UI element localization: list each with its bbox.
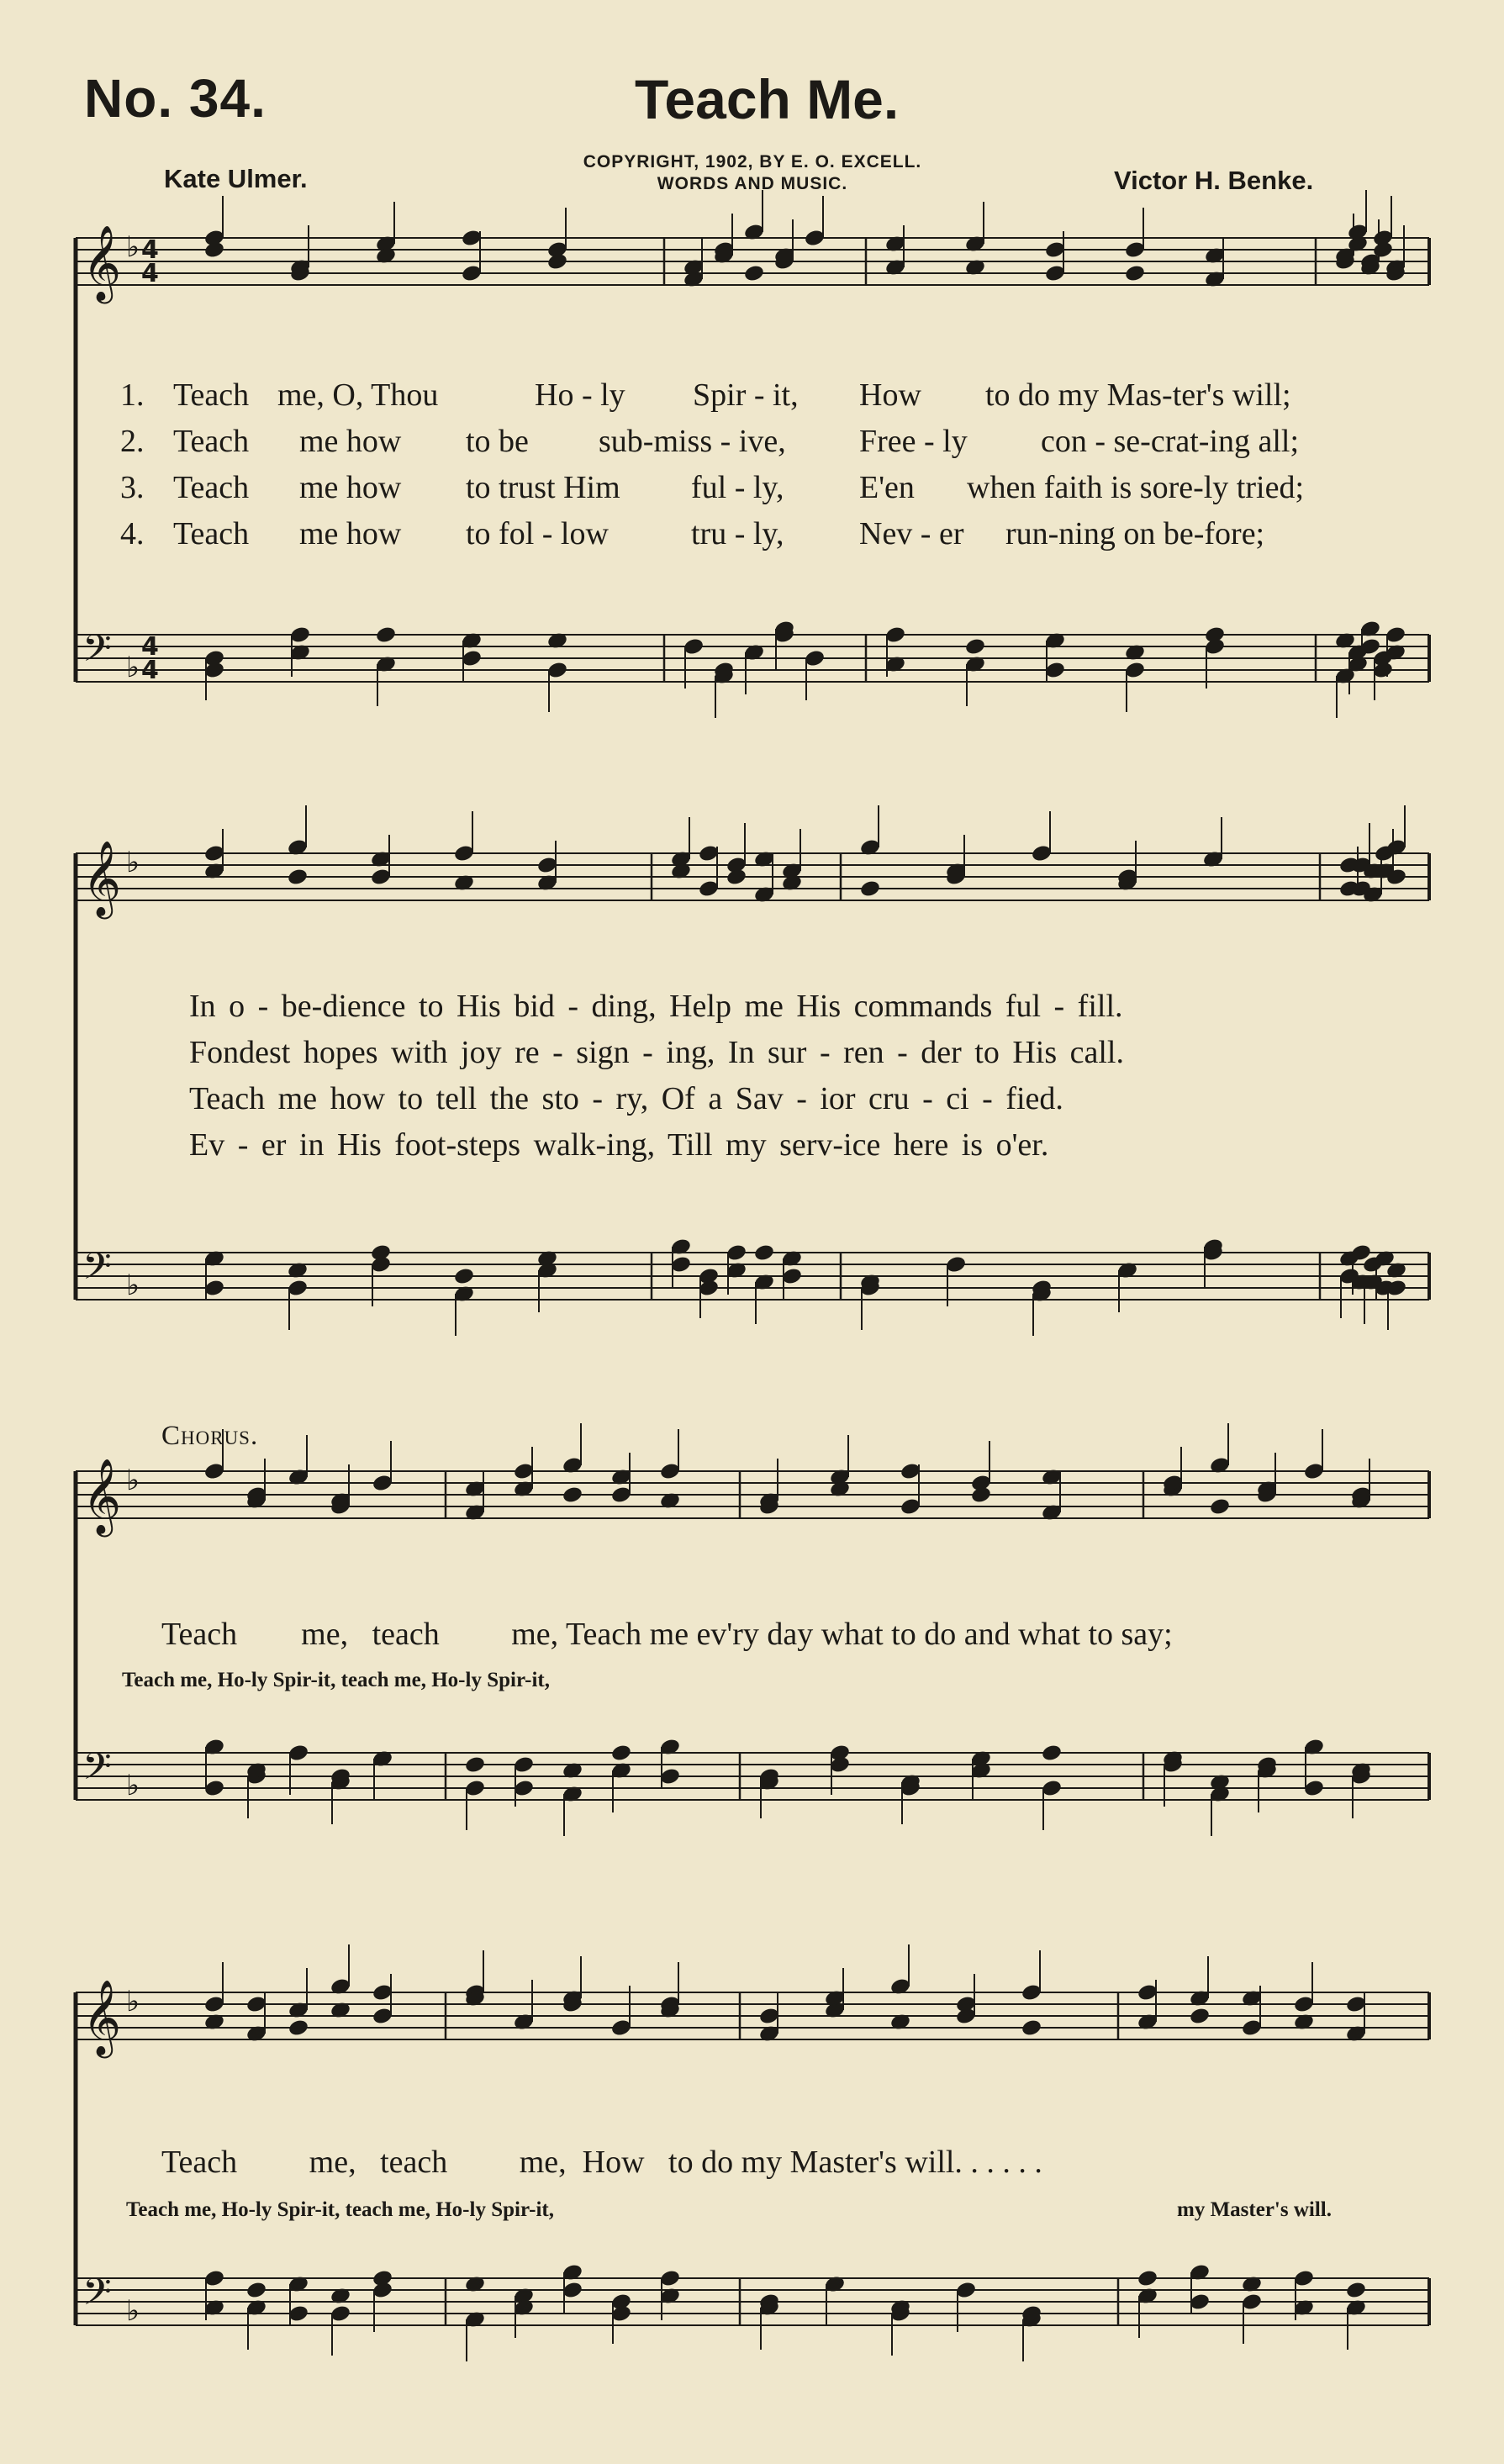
treble-clef: 𝄞 xyxy=(82,1980,122,2055)
note-head xyxy=(859,879,881,899)
note-head xyxy=(753,1243,775,1263)
treble-clef: 𝄞 xyxy=(82,1459,122,1534)
note-head xyxy=(1041,1744,1063,1763)
note-head xyxy=(610,1744,632,1763)
copyright-line: COPYRIGHT, 1902, BY E. O. EXCELL. xyxy=(583,152,922,171)
note-head xyxy=(464,1755,486,1775)
hymn-page: No. 34. Teach Me. COPYRIGHT, 1902, BY E. O. EXCELL. WORDS AND MUSIC. Kate Ulmer. Victor H. Benke. 𝄞 ♭ 𝄢 ♭ 4 4 4 4 𝄞 ♭ 𝄢 ♭ 𝄞 ♭ 𝄢 ♭ 𝄞 ♭ 𝄢 ♭ 1. Teach me, O, Thou Ho - ly Spir - it, How to do my Mas-ter's will; 2. Teach me how to be sub-miss - ive, Free - ly con - se-crat-ing all; 3. Teach me how to trust Him ful - ly, E'en when faith is sore-ly tried; 4. Teach me how to fol - low tru - ly, Nev - er run-ning on be-fore; In o - be-dience to His bid - ding, Help me His commands ful - fill. Fondest hopes with joy re - sign - ing, In sur - ren - der to His call. Teach me how to tell the sto - ry, Of a Sav - ior cru - ci - fied. Ev - er in His foot-steps walk-ing, Till my serv-ice here is o'er. Chorus. Teach me, teach me, Teach me ev'ry day what to do and what to say; Teach me, Ho-ly Spir-it, teach me, Ho-ly Spir-it, Teach me, teach me, How to do my Master's will. . . . . . Teach me, Ho-ly Spir-it, teach me, Ho-ly Spir-it, my Master's will. xyxy=(0,0,1504,2464)
time-signature: 4 xyxy=(141,656,159,685)
bass-clef: 𝄢 xyxy=(82,2270,112,2323)
chorus-line1-bass-words: Teach me, Ho-ly Spir-it, teach me, Ho-ly Spir-it, xyxy=(122,1669,550,1691)
note-head xyxy=(1209,1497,1231,1517)
time-signature: 4 xyxy=(141,259,159,288)
key-flat: ♭ xyxy=(126,1464,140,1497)
time-signature: 4 xyxy=(141,235,159,265)
key-flat: ♭ xyxy=(126,1985,140,2018)
note-head xyxy=(288,2018,309,2038)
note-head xyxy=(743,264,765,283)
note-head xyxy=(970,1485,992,1505)
hymn-number: No. 34. xyxy=(84,68,266,129)
bass-clef: 𝄢 xyxy=(82,1744,112,1797)
note-head xyxy=(726,868,747,887)
chorus-line2: Teach me, teach me, How to do my Master's will. . . . . . xyxy=(161,2145,1042,2180)
note-head xyxy=(1124,264,1146,283)
note-head xyxy=(375,625,397,645)
key-flat: ♭ xyxy=(126,2294,140,2328)
note-head xyxy=(546,252,568,272)
chorus-line2-bass-end: my Master's will. xyxy=(1177,2198,1332,2221)
treble-clef: 𝄞 xyxy=(82,225,122,301)
chorus-line1: Teach me, teach me, Teach me ev'ry day what to do and what to say; xyxy=(161,1617,1173,1652)
bass-clef: 𝄢 xyxy=(82,1244,112,1297)
note-head xyxy=(1189,2007,1211,2026)
chorus-label: Chorus. xyxy=(161,1421,259,1451)
note-head xyxy=(287,868,309,887)
note-head xyxy=(964,637,986,657)
composer-credit: Victor H. Benke. xyxy=(1114,166,1314,195)
note-head xyxy=(245,2281,267,2300)
note-head xyxy=(453,1267,475,1286)
time-signature: 4 xyxy=(141,632,159,662)
key-flat: ♭ xyxy=(126,1269,140,1302)
note-head xyxy=(562,1485,583,1505)
bass-clef: 𝄢 xyxy=(82,626,112,679)
author-credit: Kate Ulmer. xyxy=(164,164,308,193)
note-head xyxy=(372,2269,393,2288)
note-head xyxy=(1137,2269,1158,2288)
chorus-line2-bass-words: Teach me, Ho-ly Spir-it, teach me, Ho-ly Spir-it, xyxy=(126,2198,554,2221)
key-flat: ♭ xyxy=(126,846,140,879)
key-flat: ♭ xyxy=(126,230,140,264)
note-head xyxy=(1345,2281,1367,2300)
note-head xyxy=(370,1243,392,1263)
treble-clef: 𝄞 xyxy=(82,841,122,916)
copyright-words-music: WORDS AND MUSIC. xyxy=(657,174,848,193)
key-flat: ♭ xyxy=(126,1769,140,1802)
note-head xyxy=(1204,625,1226,645)
hymn-title: Teach Me. xyxy=(635,68,900,130)
note-head xyxy=(203,240,225,260)
note-head xyxy=(1021,2018,1042,2038)
key-flat: ♭ xyxy=(126,651,140,684)
